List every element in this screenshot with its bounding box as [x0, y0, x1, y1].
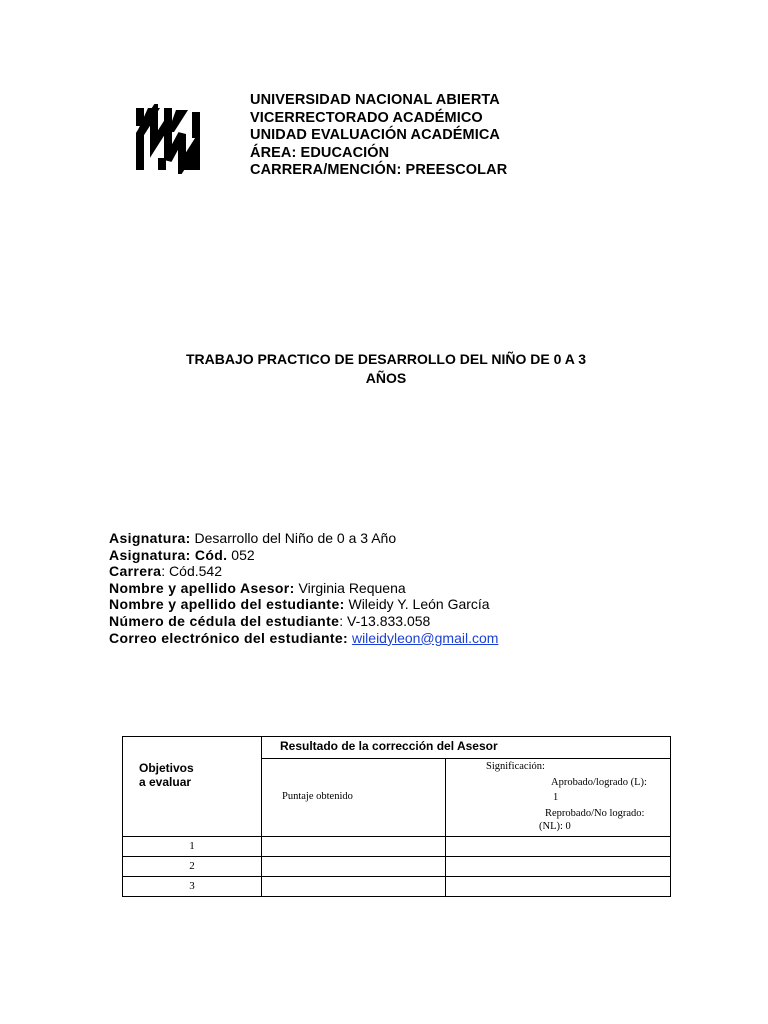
info-estudiante	[109, 596, 498, 613]
objetivos-line-1: Objetivos	[139, 761, 194, 775]
estudiante-value: Wileidy Y. León García	[344, 596, 490, 613]
asesor-value: Virginia Requena	[294, 579, 406, 596]
signif-line-1: Significación:	[486, 761, 545, 772]
evaluation-table	[122, 736, 671, 897]
puntaje-cell	[262, 857, 446, 877]
document-title	[0, 350, 768, 388]
asesor-label: Nombre y apellido Asesor:	[109, 579, 295, 596]
objective-number: 3	[123, 877, 262, 897]
objetivos-line-2: a evaluar	[139, 775, 192, 789]
table-row	[123, 837, 671, 857]
cedula-value: : V-13.833.058	[339, 612, 431, 629]
objective-number: 1	[123, 837, 262, 857]
una-logo-icon	[134, 104, 202, 174]
signif-line-5: (NL): 0	[539, 821, 571, 832]
carrera-value: : Cód.542	[161, 563, 222, 580]
objective-number: 2	[123, 857, 262, 877]
codigo-label: Asignatura: Cód.	[109, 546, 228, 563]
header-carrera: CARRERA/MENCIÓN: PREESCOLAR	[250, 162, 508, 179]
info-correo	[109, 630, 498, 647]
institution-header	[250, 92, 507, 180]
codigo-value: 052	[227, 546, 255, 563]
student-info	[109, 530, 498, 646]
significacion-cell	[446, 857, 671, 877]
puntaje-cell	[262, 877, 446, 897]
table-header-row	[123, 737, 671, 759]
table-row	[123, 877, 671, 897]
signif-line-4: Reprobado/No logrado:	[545, 807, 645, 819]
info-cedula	[109, 613, 498, 630]
asignatura-value: Desarrollo del Niño de 0 a 3 Año	[190, 530, 397, 546]
objetivos-header	[123, 737, 262, 837]
header-unidad: UNIDAD EVALUACIÓN ACADÉMICA	[250, 127, 500, 144]
info-codigo	[109, 547, 498, 564]
puntaje-header: Puntaje obtenido	[262, 759, 446, 837]
cedula-label: Número de cédula del estudiante	[109, 612, 340, 629]
signif-line-2: Aprobado/logrado (L):	[551, 776, 647, 788]
info-asignatura	[109, 530, 498, 547]
correo-label: Correo electrónico del estudiante:	[109, 629, 349, 646]
header-vicerrectorado: VICERRECTORADO ACADÉMICO	[250, 109, 483, 126]
significacion-cell	[446, 877, 671, 897]
header-area: ÁREA: EDUCACIÓN	[250, 144, 390, 161]
email-link[interactable]: wileidyleon@gmail.com	[351, 629, 499, 646]
significacion-cell	[446, 837, 671, 857]
carrera-label: Carrera	[109, 563, 162, 580]
asignatura-label: Asignatura:	[109, 530, 191, 546]
estudiante-label: Nombre y apellido del estudiante:	[109, 596, 345, 613]
puntaje-cell	[262, 837, 446, 857]
signif-line-3: 1	[553, 792, 559, 803]
table-row	[123, 857, 671, 877]
significacion-header	[446, 759, 671, 837]
title-line-1: TRABAJO PRACTICO DE DESARROLLO DEL NIÑO DE 0 A 3	[185, 351, 587, 367]
info-carrera	[109, 563, 498, 580]
header-university: UNIVERSIDAD NACIONAL ABIERTA	[250, 92, 500, 108]
resultado-header: Resultado de la corrección del Asesor	[262, 737, 671, 759]
title-line-2: AÑOS	[365, 370, 407, 386]
info-asesor	[109, 580, 498, 597]
